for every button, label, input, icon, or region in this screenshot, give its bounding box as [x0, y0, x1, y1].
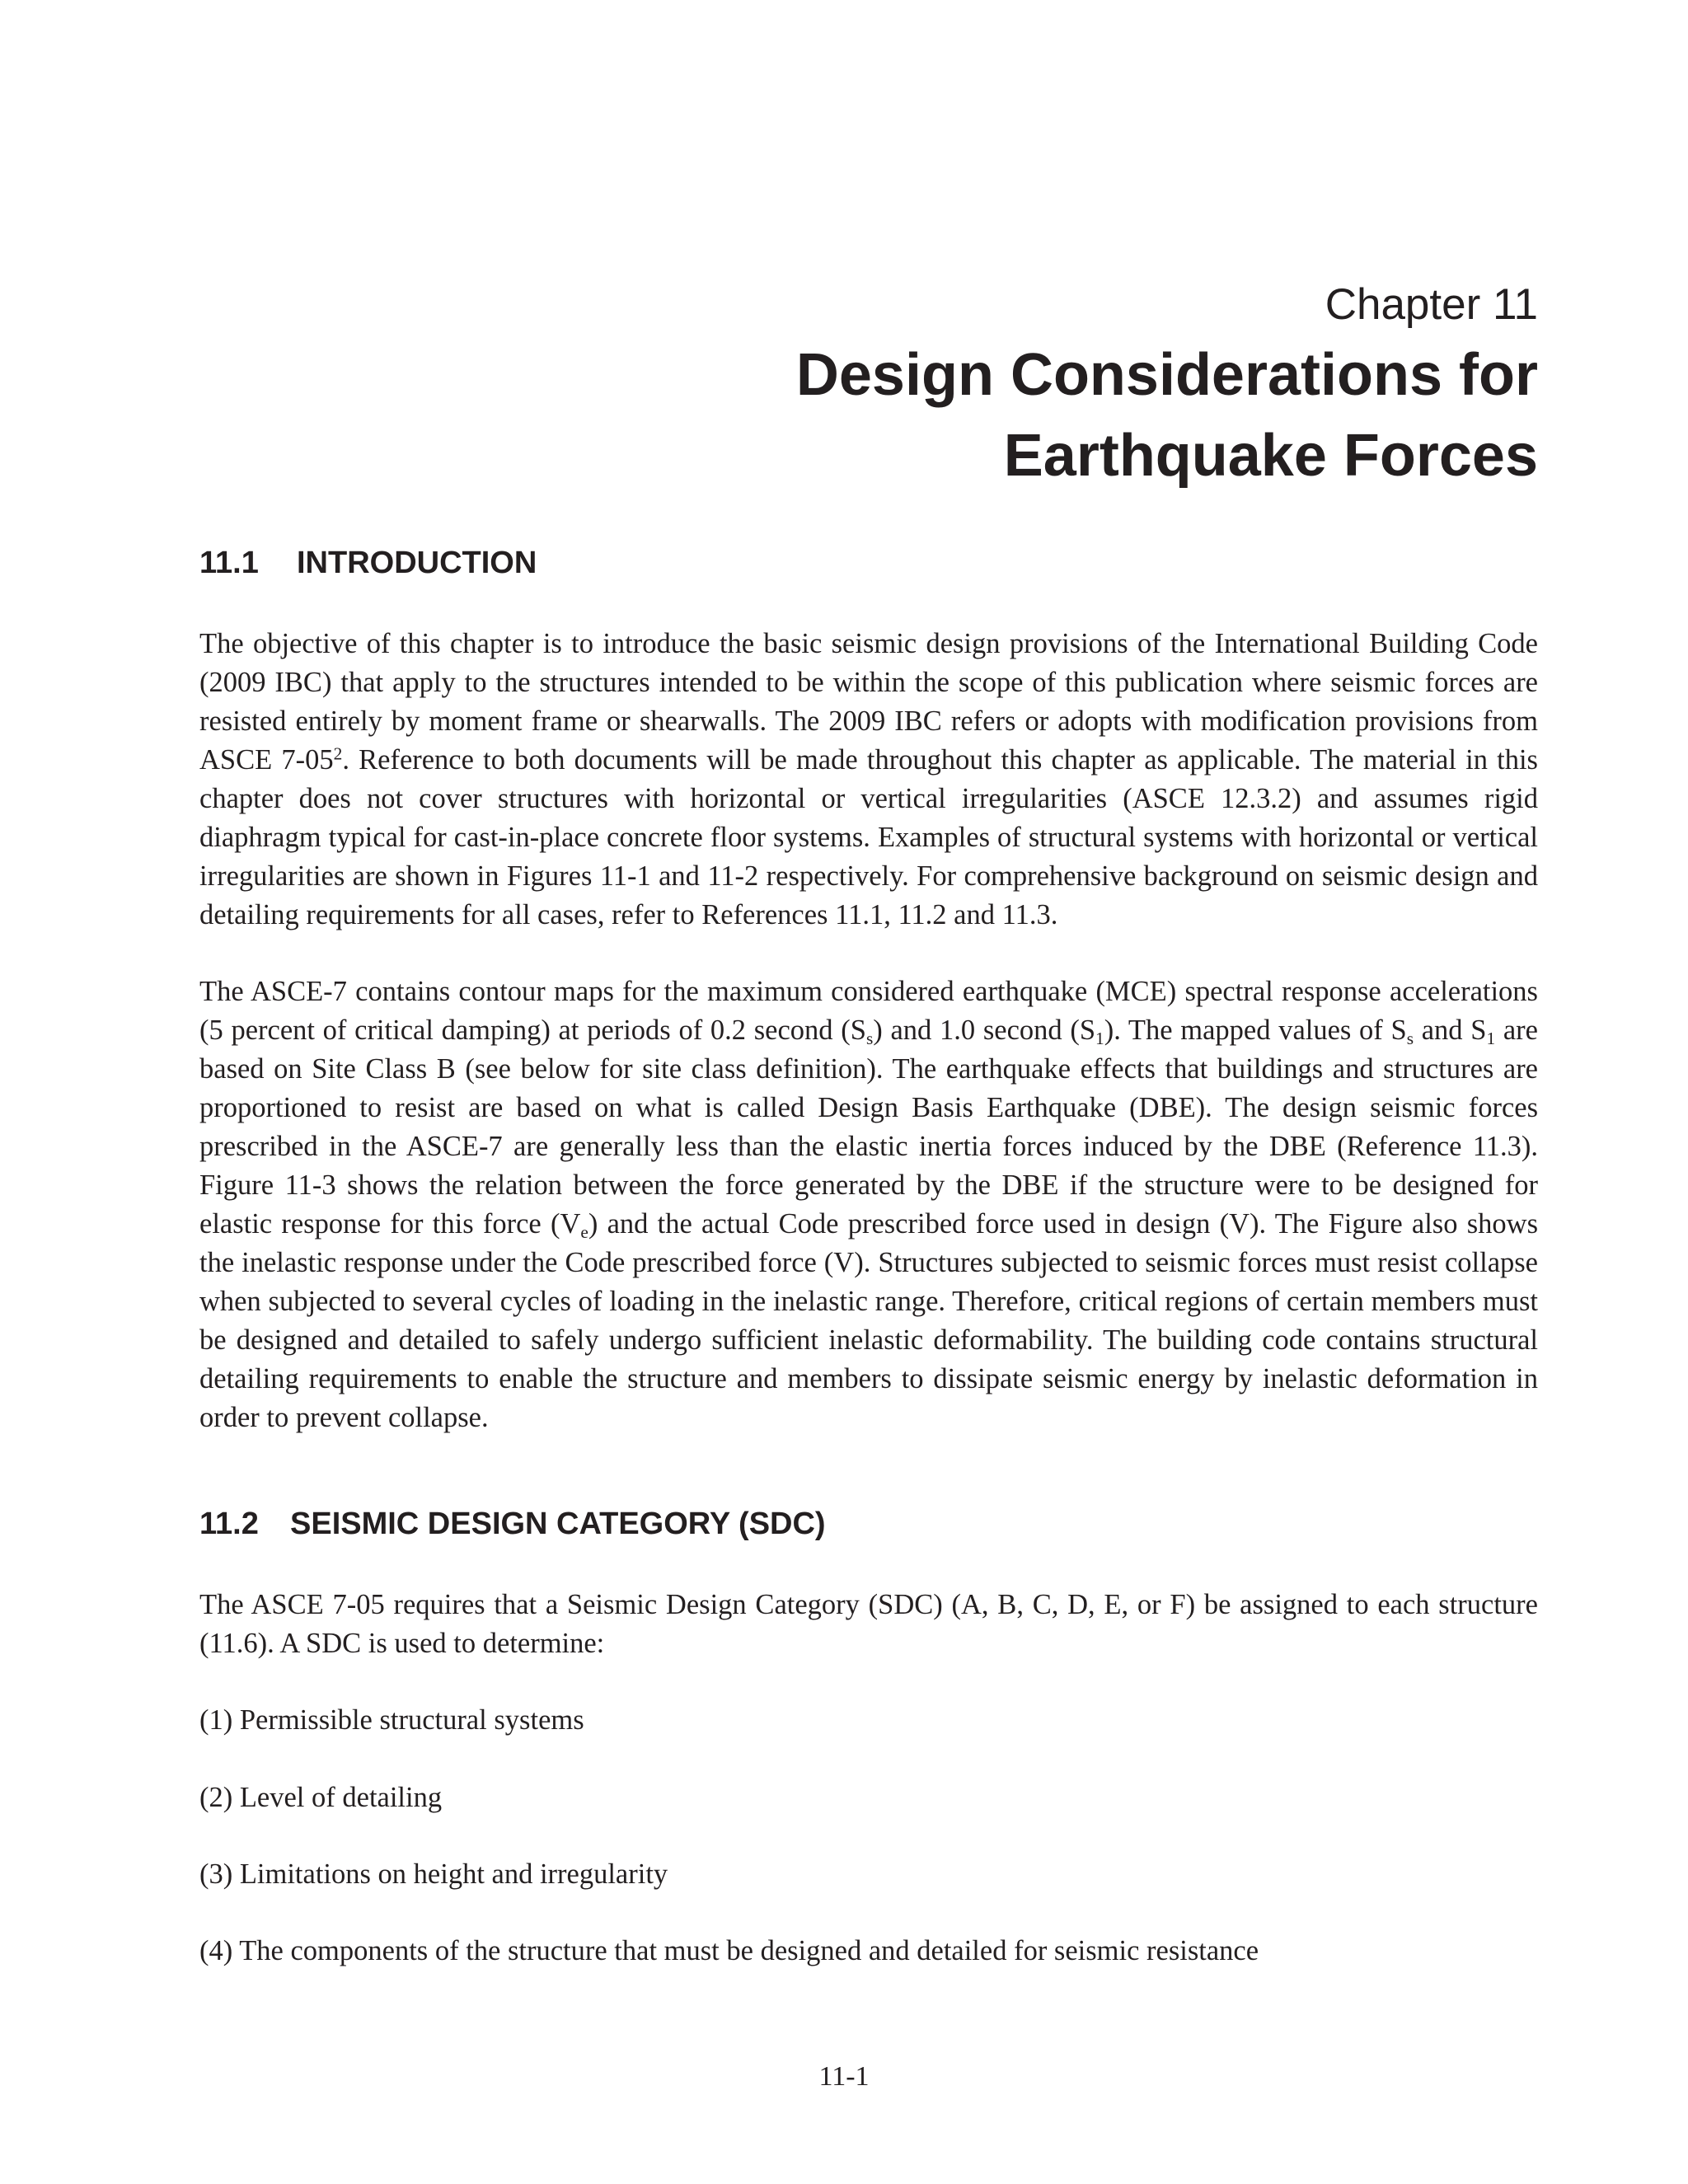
- text-run: ). The mapped values of S: [1104, 1015, 1407, 1046]
- text-run: ) and the actual Code prescribed force used in design (V). The Figure also shows the inelastic response under the Code prescribed force (V). Structures subjected to seismic forces must resist collapse when subjected to several cycles of loading in the inelastic range. Therefore, critical regions of certain members must be designed and detailed to safely undergo sufficient inelastic deformability. The building code contains structural detailing requirements to enable the structure and members to dissipate seismic energy by inelastic deformation in order to prevent collapse.: [199, 1208, 1538, 1433]
- list-item: (2) Level of detailing: [199, 1782, 443, 1813]
- section-title: INTRODUCTION: [297, 546, 537, 580]
- chapter-title: [796, 335, 1538, 496]
- text-run: . Reference to both documents will be made throughout this chapter as applicable. The material in this chapter does not cover structures with horizontal or vertical irregularities (ASCE 12.3.2) and assumes rigid diaphragm typical for cast-in-place concrete floor systems. Examples of structural systems with horizontal or vertical irregularities are shown in Figures 11-1 and 11-2 respectively. For comprehensive background on seismic design and detailing requirements for all cases, refer to References 11.1, 11.2 and 11.3.: [199, 744, 1538, 930]
- chapter-label: Chapter 11: [1325, 280, 1538, 329]
- subscript: 1: [1095, 1028, 1104, 1048]
- subscript: 1: [1486, 1028, 1496, 1048]
- sdc-paragraph: The ASCE 7-05 requires that a Seismic Design Category (SDC) (A, B, C, D, E, or F) be assigned to each structure (11.6). A SDC is used to determine:: [199, 1589, 1538, 1659]
- text-run: are based on Site Class B (see below for site class definition). The earthquake effects that buildings and structures are proportioned to resist are based on what is called Design Basis Earthquake (DBE). The design seismic forces prescribed in the ASCE-7 are generally less than the elastic inertia forces induced by the DBE (Reference 11.3). Figure 11-3 shows the relation between the force generated by the DBE if the structure were to be designed for elastic response for this force (V: [199, 1015, 1538, 1240]
- subscript: e: [580, 1221, 588, 1242]
- list-item: (4) The components of the structure that must be designed and detailed for seismic resistance: [199, 1935, 1259, 1966]
- section-heading-sdc: [199, 1505, 826, 1543]
- list-item: (1) Permissible structural systems: [199, 1704, 584, 1736]
- section-heading-introduction: [199, 544, 537, 582]
- text-run: ) and 1.0 second (S: [873, 1015, 1096, 1046]
- subscript: s: [1406, 1028, 1414, 1048]
- subscript: s: [865, 1028, 874, 1048]
- section-number: 11.2: [199, 1507, 259, 1541]
- chapter-title-line-2: Earthquake Forces: [1003, 423, 1538, 489]
- section-title: SEISMIC DESIGN CATEGORY (SDC): [290, 1507, 826, 1541]
- intro-paragraph-2: [199, 972, 1538, 1437]
- intro-paragraph-1: [199, 625, 1538, 935]
- list-item: (3) Limitations on height and irregularity: [199, 1858, 668, 1890]
- text-run: The ASCE-7 contains contour maps for the maximum considered earthquake (MCE) spectral response accelerations (5 percent of critical damping) at periods of 0.2 second (S: [199, 976, 1538, 1046]
- section-number: 11.1: [199, 546, 259, 580]
- text-run: and S: [1414, 1015, 1487, 1046]
- chapter-header: [796, 279, 1538, 496]
- text-run: The objective of this chapter is to introduce the basic seismic design provisions of the International Building Code (2009 IBC) that apply to the structures intended to be within the scope of this publication where seismic forces are resisted entirely by moment frame or shearwalls. The 2009 IBC refers or adopts with modification provisions from ASCE 7-05: [199, 628, 1538, 776]
- chapter-title-line-1: Design Considerations for: [795, 342, 1538, 408]
- page-number: 11-1: [818, 2061, 870, 2092]
- footnote-ref: 2: [333, 743, 343, 764]
